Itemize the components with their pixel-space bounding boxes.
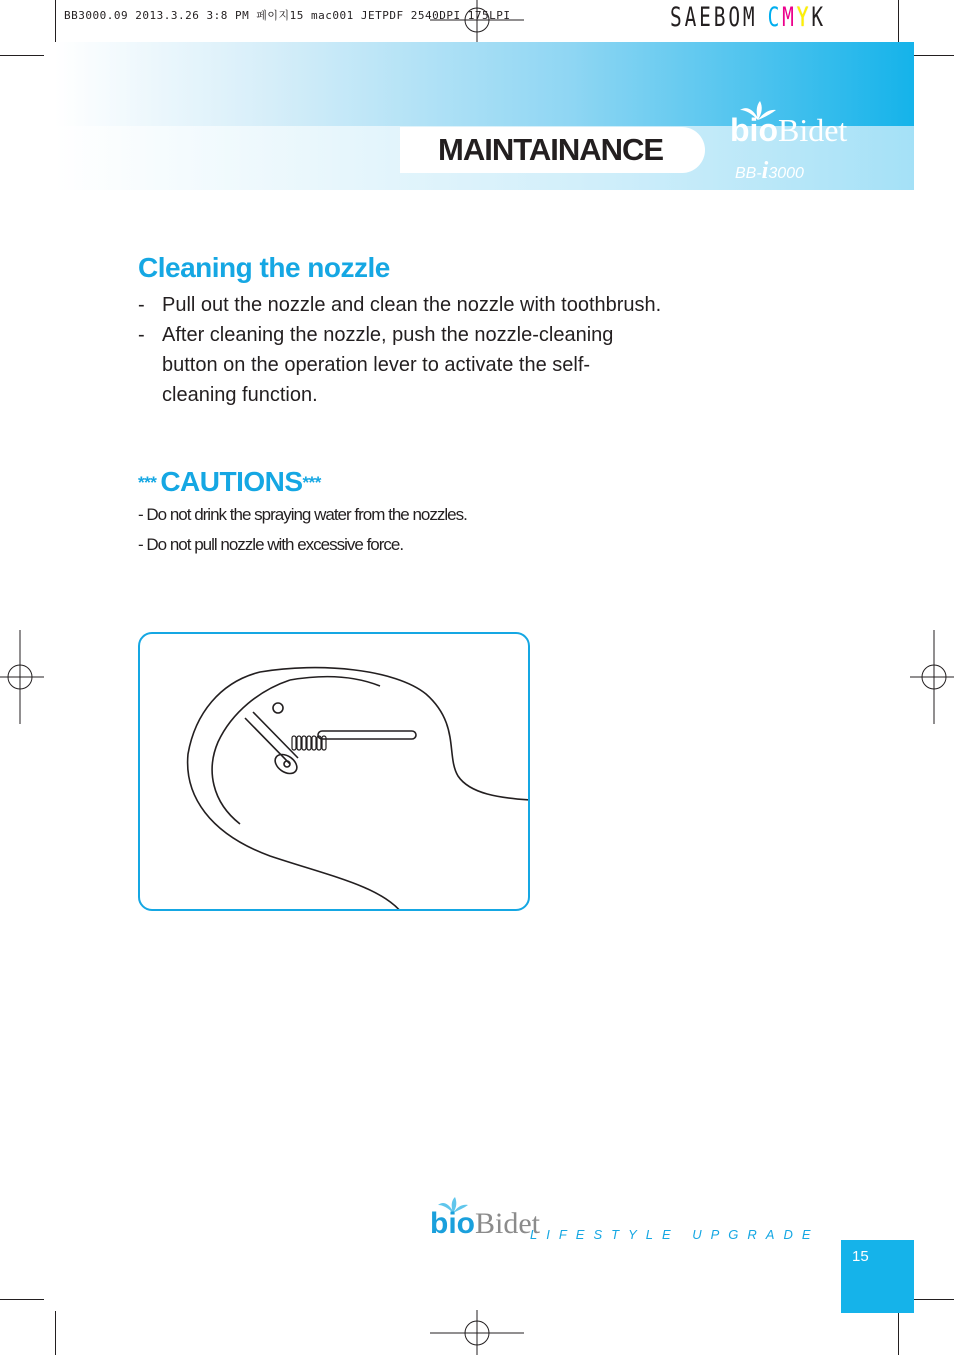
- stars: ***: [138, 473, 157, 492]
- caution-item: - Do not pull nozzle with excessive force.: [138, 535, 404, 554]
- nozzle-item-text: Pull out the nozzle and clean the nozzle with toothbrush.: [162, 294, 662, 316]
- section-heading-nozzle: Cleaning the nozzle: [138, 252, 390, 283]
- page-title: MAINTAINANCE: [438, 132, 664, 167]
- nozzle-item: [138, 290, 698, 320]
- logo-bidet: Bidet: [777, 112, 848, 148]
- nozzle-arm: [245, 718, 290, 764]
- cmyk-letter: M: [782, 2, 797, 33]
- nozzle-cleaning-illustration: [140, 634, 530, 911]
- footer-logo: [430, 1207, 540, 1241]
- stars: ***: [302, 473, 321, 492]
- model-prefix: BB-: [735, 165, 762, 182]
- page-number: 15: [852, 1248, 869, 1265]
- cmyk-letter: C: [767, 2, 783, 33]
- toothbrush-bristles: [292, 736, 326, 750]
- nozzle-instructions: [138, 290, 698, 410]
- nozzle-item-text: After cleaning the nozzle, push the nozzle-cleaning button on the operation lever to activate the self-cleaning function.: [162, 324, 614, 406]
- bullet: -: [138, 294, 145, 316]
- logo-bio: bio: [430, 1207, 475, 1240]
- seat-outline: [188, 668, 530, 911]
- saebom-word: SAEBOM: [670, 2, 758, 33]
- nozzle-item: [138, 320, 698, 410]
- tagline: LIFESTYLE UPGRADE: [530, 1227, 820, 1242]
- model-number: [735, 158, 804, 185]
- toothbrush-handle: [318, 731, 416, 739]
- logo-bidet: Bidet: [475, 1207, 540, 1240]
- seat-rim: [290, 677, 380, 686]
- cautions-title: CAUTIONS: [160, 466, 303, 497]
- model-i: i: [761, 158, 769, 184]
- cmyk-letter: Y: [796, 2, 812, 33]
- model-suffix: 3000: [768, 165, 804, 182]
- section-heading-cautions: [138, 466, 321, 498]
- logo-bio: bio: [730, 112, 778, 148]
- header-logo: [730, 112, 847, 149]
- nozzle-illustration-frame: [138, 632, 530, 911]
- nozzle-head: [272, 751, 301, 778]
- bullet: -: [138, 324, 145, 346]
- cmyk-letter: K: [811, 2, 826, 33]
- nozzle-button: [273, 703, 283, 713]
- caution-item: - Do not drink the spraying water from the nozzles.: [138, 505, 467, 524]
- nozzle-arm: [253, 712, 298, 758]
- printer-slug: BB3000.09 2013.3.26 3:8 PM 페이지15 mac001 JETPDF 2540DPI 175LPI: [64, 9, 511, 22]
